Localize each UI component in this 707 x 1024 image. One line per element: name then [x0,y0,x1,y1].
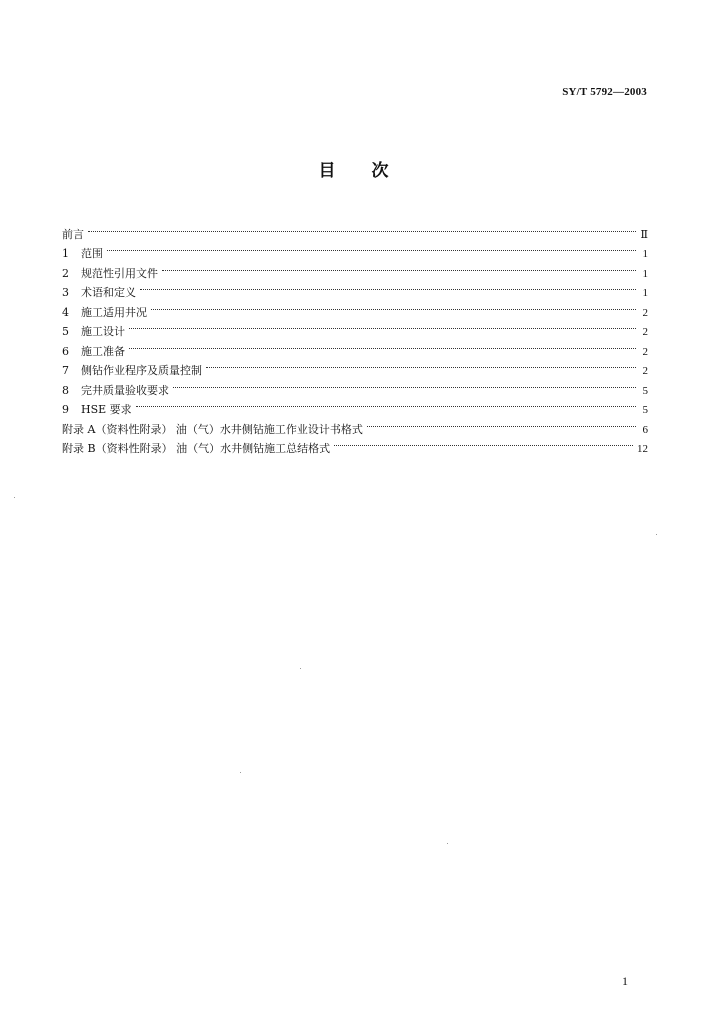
toc-entry-number: 3 [62,286,69,299]
dot-leader [206,355,636,375]
toc-entry-page: 1 [642,267,648,280]
toc-entry-normative-references[interactable] [62,257,648,280]
toc-entry-label: 完井质量验收要求 [81,383,169,397]
toc-entry-page: 2 [642,306,648,319]
toc-entry-label: 施工适用井况 [81,305,147,319]
toc-entry-foreword[interactable] [62,218,648,241]
dot-leader [129,335,636,355]
toc-entry-page: 2 [642,326,648,338]
toc-entry-label: 规范性引用文件 [81,266,158,280]
toc-entry-page: 1 [642,287,648,299]
toc-entry-page: 2 [642,365,648,377]
dot-leader [140,277,636,297]
toc-entry-number: 4 [62,305,69,319]
toc-entry-label: 侧钻作业程序及质量控制 [81,364,202,377]
toc-entry-appendix-a[interactable] [62,413,648,436]
dot-leader [136,394,636,414]
toc-entry-scope[interactable] [62,238,648,258]
toc-entry-label: 范围 [81,247,103,260]
toc-entry-page: 5 [642,404,648,416]
toc-entry-page: 1 [642,248,648,260]
dot-leader [162,257,636,277]
dot-leader [107,238,636,258]
toc-entry-page: 5 [642,384,648,397]
toc-title-left: 目 [318,161,336,181]
toc-entry-number: 8 [62,383,69,397]
standard-code: SY/T 5792—2003 [562,86,647,98]
toc-entry-label: 前言 [62,227,84,241]
scan-speck [14,497,15,498]
scan-speck [240,772,241,773]
table-of-contents [62,218,648,455]
dot-leader [88,218,636,238]
toc-entry-number: 2 [62,266,69,280]
dot-leader [129,316,636,336]
toc-entry-number: 5 [62,325,69,338]
toc-entry-sidetrack-procedure[interactable] [62,355,648,375]
toc-entry-number: 1 [62,247,69,260]
toc-title-right: 次 [371,161,389,181]
dot-leader [173,374,636,394]
toc-entry-number: 7 [62,364,69,377]
dot-leader [334,433,633,453]
dot-leader [151,296,636,316]
dot-leader [367,413,636,433]
toc-entry-number: 9 [62,403,69,416]
toc-entry-label: 术语和定义 [81,286,136,299]
toc-entry-page: 2 [642,345,648,358]
toc-entry-hse[interactable] [62,394,648,414]
scan-speck [656,534,657,535]
scan-speck [447,843,448,844]
toc-entry-label: HSE 要求 [81,403,132,416]
scan-speck [300,668,301,669]
toc-entry-construction-design[interactable] [62,316,648,336]
toc-entry-terms-definitions[interactable] [62,277,648,297]
toc-entry-construction-preparation[interactable] [62,335,648,358]
toc-entry-well-conditions[interactable] [62,296,648,319]
toc-entry-label: 附录 B（资料性附录） 油（气）水井侧钻施工总结格式 [62,442,331,455]
toc-entry-label: 施工设计 [81,325,125,338]
toc-entry-page: 6 [642,423,648,436]
toc-entry-label: 附录 A（资料性附录） 油（气）水井侧钻施工作业设计书格式 [62,422,363,436]
page-number: 1 [622,974,628,988]
toc-entry-number: 6 [62,344,69,358]
toc-entry-label: 施工准备 [81,344,125,358]
toc-title [0,156,707,181]
toc-entry-page: 12 [637,443,648,455]
toc-entry-page: Ⅱ [640,228,648,241]
